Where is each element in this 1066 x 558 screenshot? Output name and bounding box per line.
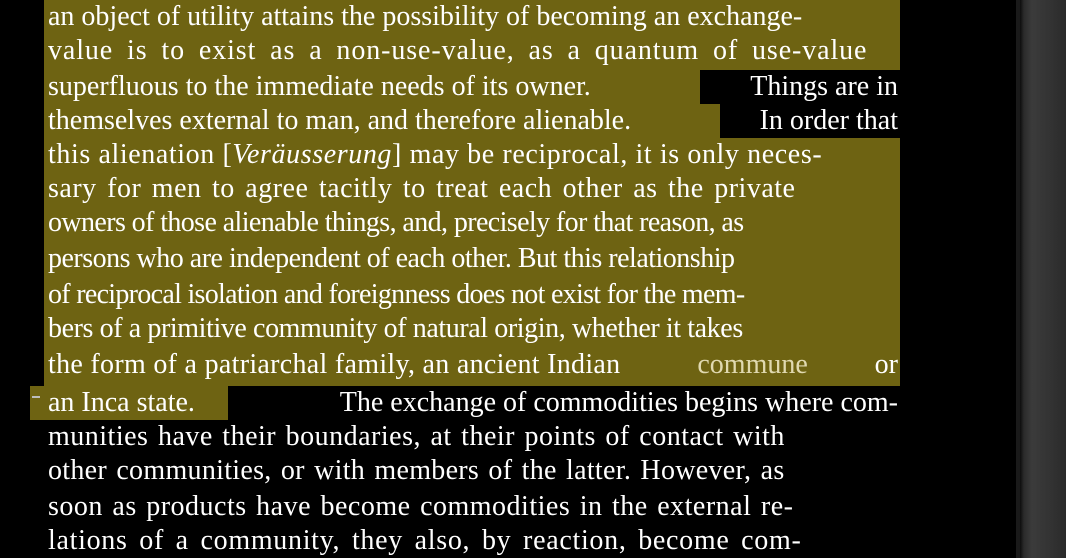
italic-term: Veräusserung: [232, 139, 393, 170]
margin-mark-icon: [32, 396, 40, 398]
line-text: of reciprocal isolation and foreignness does not exist for the mem-: [48, 279, 745, 310]
line-text: value is to exist as a non-use-value, as a quantum of use-value: [48, 35, 868, 66]
line-text: or: [874, 349, 898, 380]
line-text: sary for men to agree tacitly to treat each other as the private: [48, 173, 796, 204]
line-text: lations of a community, they also, by reaction, become com-: [48, 525, 802, 556]
highlighted-text: themselves external to man, and therefore alienable.: [48, 105, 632, 136]
line-text: In order that: [759, 105, 898, 136]
faint-word: commune: [697, 349, 808, 380]
highlighted-text: an Inca state.: [48, 387, 195, 418]
line-text: persons who are independent of each other. But this relationship: [48, 243, 735, 274]
text-line-9: [48, 278, 898, 312]
line-text: this alienation [: [48, 139, 233, 170]
line-text: an object of utility attains the possibility of becoming an exchange-: [48, 1, 803, 32]
highlighted-text: superfluous to the immediate needs of its owner.: [48, 71, 591, 102]
line-text: other communities, or with members of the latter. However, as: [48, 455, 785, 486]
line-text: owners of those alienable things, and, precisely for that reason, as: [48, 207, 744, 238]
text-line-14: [48, 454, 898, 488]
text-line-12: [48, 386, 898, 420]
line-text: the form of a patriarchal family, an ancient Indian: [48, 349, 621, 380]
text-line-4: [48, 104, 898, 138]
text-line-1: [48, 0, 898, 34]
text-line-11: [48, 348, 898, 382]
scrollbar[interactable]: [1020, 0, 1066, 558]
text-line-13: [48, 420, 898, 454]
text-line-3: [48, 70, 898, 104]
text-line-6: [48, 172, 898, 206]
line-text: bers of a primitive community of natural origin, whether it takes: [48, 313, 743, 344]
text-line-7: [48, 206, 898, 240]
text-line-2: [48, 34, 898, 68]
line-text: ] may be reciprocal, it is only neces-: [392, 139, 823, 170]
text-line-8: [48, 242, 898, 276]
text-line-5: [48, 138, 898, 172]
line-text: Things are in: [750, 71, 898, 102]
text-line-16: [48, 524, 898, 558]
line-text: munities have their boundaries, at their points of contact with: [48, 421, 785, 452]
line-text: soon as products have become commodities in the external re-: [48, 491, 794, 522]
text-line-10: [48, 312, 898, 346]
text-line-15: [48, 490, 898, 524]
line-text: The exchange of commodities begins where com-: [339, 387, 898, 418]
